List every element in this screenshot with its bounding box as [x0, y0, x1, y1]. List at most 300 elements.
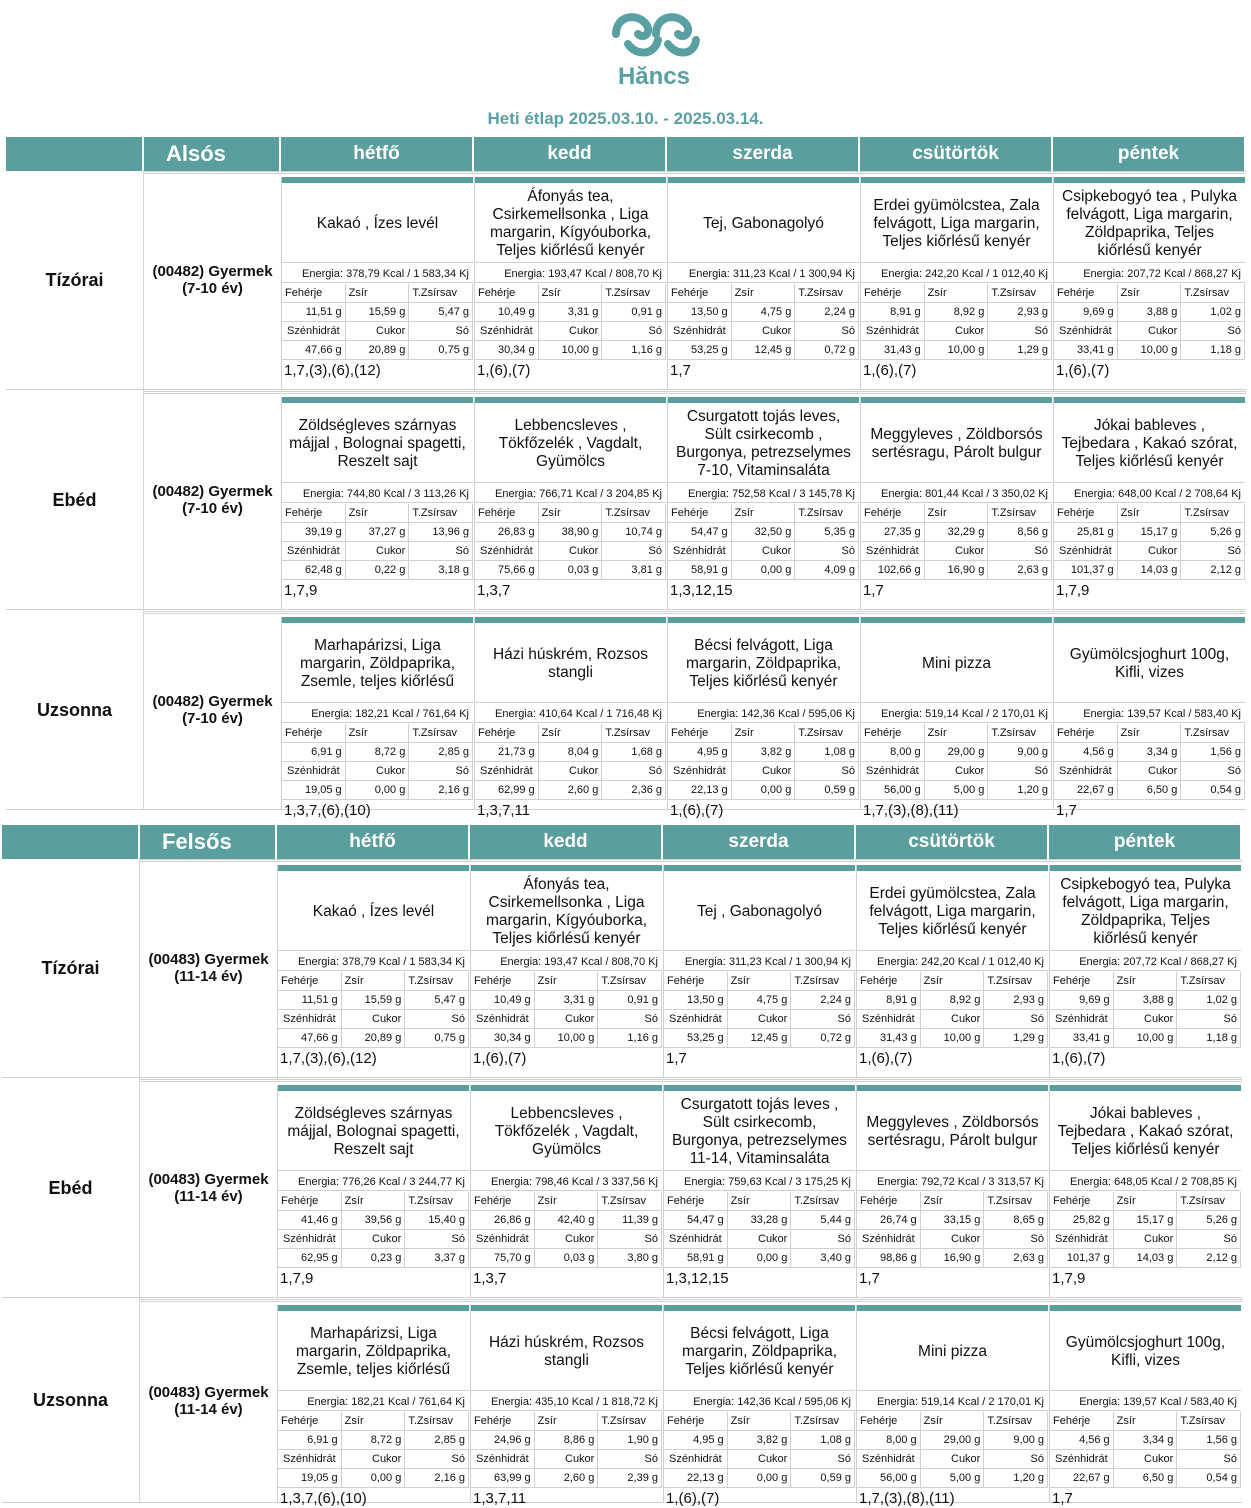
nutrient-label: Cukor	[535, 1010, 599, 1029]
nutrient-label: Fehérje	[471, 1192, 535, 1211]
nutrient-label: Só	[984, 1010, 1048, 1029]
age-group: (00482) Gyermek (7-10 év)	[152, 483, 273, 517]
energy-text: Energia: 801,44 Kcal / 3 350,02 Kj	[861, 485, 1052, 503]
menu-cell	[281, 617, 473, 819]
nutrient-row	[857, 1211, 1048, 1230]
nutrient-value: 58,91 g	[664, 1249, 728, 1268]
nutrient-row	[282, 303, 473, 322]
nutrient-value: 8,72 g	[342, 1431, 406, 1450]
nutrient-value: 26,86 g	[471, 1211, 535, 1230]
nutrient-value: 21,73 g	[475, 743, 539, 762]
nutrient-row	[668, 743, 859, 762]
nutrient-value: 11,51 g	[278, 991, 342, 1010]
nutrient-label: Zsír	[1118, 284, 1182, 303]
cell-top-bar	[861, 177, 1052, 183]
nutrient-row	[861, 341, 1052, 360]
nutrient-label: Zsír	[535, 1192, 599, 1211]
nutrient-row	[668, 523, 859, 542]
nutrient-label: Zsír	[1118, 504, 1182, 523]
nutrient-label: Zsír	[921, 972, 985, 991]
nutrient-label: Só	[791, 1010, 855, 1029]
nutrient-row	[475, 504, 666, 523]
menu-cell	[667, 397, 859, 609]
nutrient-row	[1050, 991, 1241, 1010]
nutrient-label: T.Zsírsav	[984, 1412, 1048, 1431]
nutrient-row	[664, 1010, 855, 1029]
nutrient-value: 33,41 g	[1050, 1029, 1114, 1048]
nutrient-row	[282, 504, 473, 523]
energy-text: Energia: 139,57 Kcal / 583,40 Kj	[1054, 705, 1245, 723]
nutrient-value: 41,46 g	[278, 1211, 342, 1230]
nutrient-value: 20,89 g	[346, 341, 410, 360]
nutrient-value: 0,75 g	[405, 1029, 469, 1048]
nutrient-label: T.Zsírsav	[409, 504, 473, 523]
nutrient-row	[282, 341, 473, 360]
nutrient-label: T.Zsírsav	[795, 504, 859, 523]
nutrient-row	[857, 1192, 1048, 1211]
nutrient-row	[857, 1249, 1048, 1268]
nutrient-label: Só	[598, 1010, 662, 1029]
nutrient-value: 0,00 g	[732, 781, 796, 800]
meal-name: Uzsonna	[6, 610, 144, 810]
nutrient-row	[475, 303, 666, 322]
allergen-codes: 1,7	[1052, 1490, 1073, 1507]
nutrient-value: 38,90 g	[539, 523, 603, 542]
nutrient-value: 8,91 g	[857, 991, 921, 1010]
nutrient-value: 3,81 g	[602, 561, 666, 580]
nutrient-value: 3,34 g	[1118, 743, 1182, 762]
nutrient-value: 15,17 g	[1118, 523, 1182, 542]
allergen-codes: 1,(6),(7)	[670, 802, 724, 819]
nutrient-label: Szénhidrát	[861, 762, 925, 781]
nutrient-value: 1,08 g	[791, 1431, 855, 1450]
nutrient-value: 0,22 g	[346, 561, 410, 580]
nutrient-label: Fehérje	[475, 284, 539, 303]
energy-text: Energia: 207,72 Kcal / 868,27 Kj	[1054, 265, 1245, 283]
dish-text: Meggyleves , Zöldborsós sertésragu, Párolt bulgur	[861, 405, 1052, 483]
nutrient-value: 0,59 g	[795, 781, 859, 800]
nutrient-label: Só	[409, 322, 473, 341]
nutrient-label: Só	[405, 1010, 469, 1029]
nutrient-label: Szénhidrát	[471, 1450, 535, 1469]
nutrient-row	[664, 972, 855, 991]
nutrient-row	[278, 1029, 469, 1048]
nutrient-label: T.Zsírsav	[1177, 972, 1241, 991]
cell-top-bar	[471, 865, 662, 871]
nutrient-value: 10,00 g	[1114, 1029, 1178, 1048]
day-header-4: péntek	[1049, 825, 1240, 859]
nutrient-label: Fehérje	[861, 724, 925, 743]
nutrient-row	[668, 322, 859, 341]
row-top-line	[140, 859, 1242, 862]
nutrient-label: Zsír	[728, 1192, 792, 1211]
nutrient-value: 1,20 g	[988, 781, 1052, 800]
nutrient-row	[1054, 743, 1245, 762]
nutrient-label: Zsír	[539, 724, 603, 743]
day-header-1: kedd	[470, 825, 661, 859]
nutrient-row	[861, 542, 1052, 561]
nutrient-value: 39,19 g	[282, 523, 346, 542]
nutrient-label: Szénhidrát	[668, 322, 732, 341]
nutrient-label: Cukor	[346, 762, 410, 781]
nutrient-label: Cukor	[346, 322, 410, 341]
nutrient-value: 8,92 g	[925, 303, 989, 322]
nutrient-label: T.Zsírsav	[598, 972, 662, 991]
nutrient-value: 0,72 g	[791, 1029, 855, 1048]
nutrient-value: 3,31 g	[535, 991, 599, 1010]
nutrient-row	[668, 341, 859, 360]
nutrient-label: Szénhidrát	[861, 322, 925, 341]
nutrient-value: 19,05 g	[282, 781, 346, 800]
nutrient-value: 13,96 g	[409, 523, 473, 542]
nutrient-row	[278, 1192, 469, 1211]
energy-text: Energia: 142,36 Kcal / 595,06 Kj	[668, 705, 859, 723]
nutrient-row	[1050, 1230, 1241, 1249]
allergen-codes: 1,7	[666, 1050, 687, 1067]
nutrient-row	[857, 1412, 1048, 1431]
nutrient-row	[1054, 504, 1245, 523]
nutrient-value: 56,00 g	[857, 1469, 921, 1488]
nutrient-label: Fehérje	[1054, 504, 1118, 523]
nutrient-value: 62,95 g	[278, 1249, 342, 1268]
header-blank	[6, 137, 142, 171]
nutrient-value: 0,00 g	[346, 781, 410, 800]
menu-cell	[277, 1085, 469, 1297]
nutrient-value: 8,72 g	[346, 743, 410, 762]
nutrient-row	[861, 303, 1052, 322]
allergen-codes: 1,3,12,15	[670, 582, 733, 599]
nutrient-row	[664, 1431, 855, 1450]
nutrient-value: 22,67 g	[1054, 781, 1118, 800]
nutrient-label: T.Zsírsav	[602, 724, 666, 743]
nutrient-row	[475, 762, 666, 781]
nutrient-value: 10,00 g	[921, 1029, 985, 1048]
nutrient-label: Zsír	[346, 724, 410, 743]
nutrient-label: Cukor	[535, 1450, 599, 1469]
nutrient-label: Cukor	[732, 322, 796, 341]
nutrient-row	[861, 762, 1052, 781]
nutrient-row	[471, 1431, 662, 1450]
dish-text: Zöldségleves szárnyas májjal, Bolognai spagetti, Reszelt sajt	[278, 1093, 469, 1171]
dish-text: Bécsi felvágott, Liga margarin, Zöldpaprika, Teljes kiőrlésű kenyér	[668, 625, 859, 703]
allergen-codes: 1,7,(3),(6),(12)	[284, 362, 381, 379]
nutrient-label: Szénhidrát	[471, 1010, 535, 1029]
allergen-codes: 1,7	[670, 362, 691, 379]
cell-top-bar	[1050, 1305, 1241, 1311]
nutrient-row	[861, 781, 1052, 800]
nutrient-row	[278, 1249, 469, 1268]
nutrient-value: 13,50 g	[668, 303, 732, 322]
nutrient-value: 8,91 g	[861, 303, 925, 322]
nutrient-value: 16,90 g	[921, 1249, 985, 1268]
nutrient-value: 12,45 g	[732, 341, 796, 360]
dish-text: Jókai bableves , Tejbedara , Kakaó szórat, Teljes kiőrlésű kenyér	[1050, 1093, 1241, 1171]
cell-top-bar	[664, 1305, 855, 1311]
nutrient-label: Cukor	[346, 542, 410, 561]
nutrient-label: Só	[984, 1450, 1048, 1469]
dish-text: Kakaó , Ízes levél	[278, 873, 469, 951]
row-top-line	[144, 611, 1246, 614]
nutrient-row	[664, 1412, 855, 1431]
nutrient-row	[471, 1192, 662, 1211]
menu-cell	[277, 865, 469, 1077]
menu-cell	[856, 1085, 1048, 1297]
nutrient-value: 32,50 g	[732, 523, 796, 542]
menu-cell	[1049, 865, 1241, 1077]
allergen-codes: 1,7,9	[280, 1270, 314, 1287]
cell-top-bar	[475, 397, 666, 403]
nutrient-label: Fehérje	[664, 1412, 728, 1431]
allergen-codes: 1,3,7,11	[473, 1490, 527, 1507]
cell-top-bar	[664, 865, 855, 871]
cell-top-bar	[668, 397, 859, 403]
nutrient-value: 1,18 g	[1181, 341, 1245, 360]
nutrient-label: T.Zsírsav	[405, 972, 469, 991]
nutrient-value: 22,13 g	[668, 781, 732, 800]
row-divider	[6, 609, 1246, 610]
menu-cell	[470, 1305, 662, 1507]
nutrient-value: 12,45 g	[728, 1029, 792, 1048]
menu-cell	[1049, 1085, 1241, 1297]
nutrient-label: Szénhidrát	[1054, 542, 1118, 561]
nutrient-label: Zsír	[346, 504, 410, 523]
nutrient-label: Só	[795, 542, 859, 561]
nutrient-label: Só	[988, 762, 1052, 781]
nutrient-label: Szénhidrát	[282, 542, 346, 561]
nutrient-value: 2,12 g	[1177, 1249, 1241, 1268]
nutrient-label: T.Zsírsav	[988, 284, 1052, 303]
nutrient-value: 6,91 g	[282, 743, 346, 762]
nutrient-value: 10,00 g	[535, 1029, 599, 1048]
nutrient-value: 39,56 g	[342, 1211, 406, 1230]
nutrient-value: 9,00 g	[988, 743, 1052, 762]
nutrient-value: 0,00 g	[342, 1469, 406, 1488]
nutrient-label: Zsír	[342, 1412, 406, 1431]
nutrient-row	[664, 1249, 855, 1268]
nutrient-row	[475, 341, 666, 360]
nutrient-value: 2,39 g	[598, 1469, 662, 1488]
dish-text: Meggyleves , Zöldborsós sertésragu, Párolt bulgur	[857, 1093, 1048, 1171]
nutrient-value: 2,60 g	[539, 781, 603, 800]
nutrient-label: Só	[598, 1450, 662, 1469]
menu-cell	[856, 1305, 1048, 1507]
nutrient-label: T.Zsírsav	[405, 1192, 469, 1211]
nutrient-value: 8,00 g	[857, 1431, 921, 1450]
nutrient-row	[1050, 1469, 1241, 1488]
meal-name: Ebéd	[6, 390, 144, 610]
nutrient-row	[1050, 1412, 1241, 1431]
meal-name: Tízórai	[2, 858, 140, 1078]
nutrient-value: 27,35 g	[861, 523, 925, 542]
nutrient-row	[475, 561, 666, 580]
nutrient-label: Cukor	[1118, 542, 1182, 561]
menu-cell	[663, 1305, 855, 1507]
nutrient-label: Szénhidrát	[664, 1230, 728, 1249]
menu-cell	[1053, 617, 1245, 819]
energy-text: Energia: 182,21 Kcal / 761,64 Kj	[278, 1393, 469, 1411]
nutrient-row	[1054, 781, 1245, 800]
nutrient-label: Só	[602, 322, 666, 341]
nutrient-label: Só	[1177, 1010, 1241, 1029]
nutrient-row	[1054, 284, 1245, 303]
menu-cell	[470, 865, 662, 1077]
allergen-codes: 1,3,7,(6),(10)	[284, 802, 371, 819]
nutrient-label: Fehérje	[1054, 284, 1118, 303]
row-top-line	[144, 391, 1246, 394]
nutrient-value: 2,24 g	[795, 303, 859, 322]
nutrient-label: Só	[1177, 1230, 1241, 1249]
header-blank	[2, 825, 138, 859]
nutrient-row	[1050, 1029, 1241, 1048]
nutrient-row	[282, 762, 473, 781]
nutrient-label: Fehérje	[282, 284, 346, 303]
row-top-line	[140, 1299, 1242, 1302]
energy-text: Energia: 193,47 Kcal / 808,70 Kj	[475, 265, 666, 283]
nutrient-row	[1050, 1249, 1241, 1268]
hancs-logo	[606, 4, 702, 88]
nutrient-label: Zsír	[342, 1192, 406, 1211]
nutrient-row	[282, 542, 473, 561]
nutrient-value: 1,20 g	[984, 1469, 1048, 1488]
nutrient-value: 5,35 g	[795, 523, 859, 542]
nutrient-row	[1050, 1010, 1241, 1029]
nutrient-row	[278, 1211, 469, 1230]
nutrient-value: 3,18 g	[409, 561, 473, 580]
nutrient-value: 0,23 g	[342, 1249, 406, 1268]
energy-text: Energia: 435,10 Kcal / 1 818,72 Kj	[471, 1393, 662, 1411]
nutrient-label: Cukor	[732, 762, 796, 781]
nutrient-label: Szénhidrát	[1050, 1010, 1114, 1029]
nutrient-label: Cukor	[925, 542, 989, 561]
age-group: (00483) Gyermek (11-14 év)	[148, 1383, 269, 1418]
nutrient-value: 1,56 g	[1181, 743, 1245, 762]
nutrient-value: 9,69 g	[1050, 991, 1114, 1010]
nutrient-label: Szénhidrát	[471, 1230, 535, 1249]
allergen-codes: 1,7	[859, 1270, 880, 1287]
nutrient-row	[1054, 542, 1245, 561]
nutrient-row	[471, 1230, 662, 1249]
nutrient-label: Fehérje	[857, 972, 921, 991]
menu-cell	[1053, 177, 1245, 389]
energy-text: Energia: 193,47 Kcal / 808,70 Kj	[471, 953, 662, 971]
nutrient-value: 54,47 g	[668, 523, 732, 542]
nutrient-value: 5,44 g	[791, 1211, 855, 1230]
nutrient-row	[475, 284, 666, 303]
nutrient-value: 8,65 g	[984, 1211, 1048, 1230]
nutrient-label: Cukor	[921, 1010, 985, 1029]
nutrient-label: Fehérje	[282, 504, 346, 523]
meal-name: Tízórai	[6, 170, 144, 390]
allergen-codes: 1,7	[863, 582, 884, 599]
cell-top-bar	[857, 1305, 1048, 1311]
nutrient-row	[1054, 322, 1245, 341]
nutrient-value: 11,51 g	[282, 303, 346, 322]
nutrient-label: T.Zsírsav	[405, 1412, 469, 1431]
nutrient-label: Szénhidrát	[475, 322, 539, 341]
nutrient-row	[471, 972, 662, 991]
dish-text: Marhapárizsi, Liga margarin, Zöldpaprika, Zsemle, teljes kiőrlésű	[282, 625, 473, 703]
energy-text: Energia: 207,72 Kcal / 868,27 Kj	[1050, 953, 1241, 971]
nutrient-value: 4,56 g	[1050, 1431, 1114, 1450]
cell-top-bar	[278, 1305, 469, 1311]
allergen-codes: 1,(6),(7)	[1052, 1050, 1106, 1067]
nutrient-value: 2,16 g	[409, 781, 473, 800]
dish-text: Lebbencsleves , Tökfőzelék , Vagdalt, Gyümölcs	[471, 1093, 662, 1171]
nutrient-value: 3,80 g	[598, 1249, 662, 1268]
dish-text: Tej , Gabonagolyó	[664, 873, 855, 951]
day-header-2: szerda	[667, 137, 858, 171]
nutrient-value: 2,63 g	[988, 561, 1052, 580]
nutrient-label: T.Zsírsav	[602, 284, 666, 303]
nutrient-value: 101,37 g	[1054, 561, 1118, 580]
nutrient-value: 0,00 g	[728, 1249, 792, 1268]
energy-text: Energia: 378,79 Kcal / 1 583,34 Kj	[282, 265, 473, 283]
menu-cell	[470, 1085, 662, 1297]
nutrient-row	[668, 504, 859, 523]
nutrient-value: 4,56 g	[1054, 743, 1118, 762]
nutrient-label: Cukor	[539, 762, 603, 781]
nutrient-label: Só	[409, 542, 473, 561]
cell-top-bar	[857, 865, 1048, 871]
nutrient-label: Fehérje	[861, 284, 925, 303]
dish-text: Csipkebogyó tea, Pulyka felvágott, Liga margarin, Zöldpaprika, Teljes kiőrlésű kenyér	[1050, 873, 1241, 951]
nutrient-value: 0,00 g	[732, 561, 796, 580]
nutrient-row	[664, 1211, 855, 1230]
nutrient-value: 2,24 g	[791, 991, 855, 1010]
nutrient-value: 19,05 g	[278, 1469, 342, 1488]
nutrient-label: Só	[1177, 1450, 1241, 1469]
nutrient-label: Cukor	[1114, 1010, 1178, 1029]
svg-text:Hăncs: Hăncs	[617, 63, 691, 88]
nutrient-value: 1,29 g	[988, 341, 1052, 360]
nutrient-row	[857, 1450, 1048, 1469]
cell-top-bar	[471, 1085, 662, 1091]
dish-text: Mini pizza	[861, 625, 1052, 703]
nutrient-label: Szénhidrát	[1054, 322, 1118, 341]
nutrient-value: 9,00 g	[984, 1431, 1048, 1450]
nutrient-label: Só	[409, 762, 473, 781]
cell-top-bar	[1050, 1085, 1241, 1091]
nutrient-label: Cukor	[921, 1230, 985, 1249]
nutrient-label: Fehérje	[1050, 972, 1114, 991]
menu-cell	[474, 177, 666, 389]
nutrient-label: Zsír	[732, 284, 796, 303]
nutrient-row	[471, 1211, 662, 1230]
nutrient-value: 4,09 g	[795, 561, 859, 580]
nutrient-row	[861, 523, 1052, 542]
nutrient-label: Fehérje	[857, 1192, 921, 1211]
nutrient-row	[668, 762, 859, 781]
nutrient-value: 6,50 g	[1118, 781, 1182, 800]
nutrient-row	[278, 1450, 469, 1469]
nutrient-label: Só	[602, 542, 666, 561]
nutrient-label: Zsír	[1114, 1412, 1178, 1431]
nutrient-label: Cukor	[728, 1450, 792, 1469]
nutrient-value: 26,83 g	[475, 523, 539, 542]
nutrient-label: T.Zsírsav	[795, 284, 859, 303]
nutrient-row	[857, 1010, 1048, 1029]
nutrient-label: Zsír	[535, 1412, 599, 1431]
row-divider	[2, 1077, 1242, 1078]
nutrient-label: Zsír	[728, 1412, 792, 1431]
day-header-3: csütörtök	[856, 825, 1047, 859]
nutrient-label: Fehérje	[282, 724, 346, 743]
nutrient-value: 4,75 g	[728, 991, 792, 1010]
dish-text: Gyümölcsjoghurt 100g, Kifli, vizes	[1054, 625, 1245, 703]
day-header-0: hétfő	[281, 137, 472, 171]
nutrient-label: Zsír	[925, 504, 989, 523]
nutrient-value: 2,60 g	[535, 1469, 599, 1488]
